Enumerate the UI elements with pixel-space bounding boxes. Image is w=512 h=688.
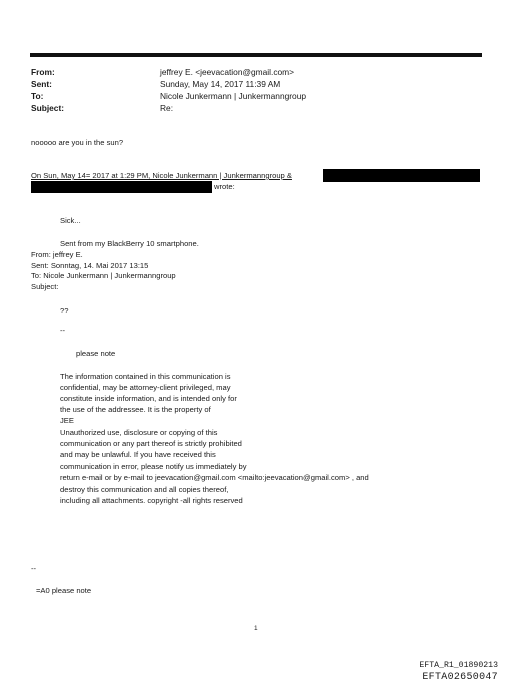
original-subject: Subject: — [31, 282, 59, 291]
footer-id-primary: EFTA_R1_01890213 — [419, 661, 498, 670]
disclaimer-line: communication in error, please notify us immediately by — [60, 462, 247, 471]
sent-value: Sunday, May 14, 2017 11:39 AM — [160, 79, 281, 89]
redaction-box — [31, 181, 212, 193]
page-number: 1 — [254, 625, 258, 632]
quoted-signature: Sent from my BlackBerry 10 smartphone. — [60, 239, 199, 248]
sent-label: Sent: — [31, 79, 52, 89]
original-sent: Sent: Sonntag, 14. Mai 2017 13:15 — [31, 261, 149, 270]
disclaimer-line: communication or any part thereof is strictly prohibited — [60, 439, 242, 448]
subject-value: Re: — [160, 103, 174, 113]
disclaimer-line: destroy this communication and all copies thereof, — [60, 485, 229, 494]
from-label: From: — [31, 67, 55, 77]
redaction-box — [323, 169, 480, 182]
quoted-body: Sick... — [60, 216, 81, 225]
disclaimer-line: JEE — [60, 416, 74, 425]
disclaimer-line: including all attachments. copyright -all rights reserved — [60, 496, 243, 505]
quoted-wrote: wrote: — [214, 182, 235, 191]
from-value: jeffrey E. <jeevacation@gmail.com> — [160, 67, 295, 77]
disclaimer-line: return e-mail or by e-mail to jeevacation@gmail.com <mailto:jeevacation@gmail.com> , and — [60, 473, 369, 482]
disclaimer-line: Unauthorized use, disclosure or copying of this — [60, 428, 218, 437]
original-please-note: please note — [76, 349, 116, 358]
header-rule — [30, 53, 482, 57]
trailer-dashes: -- — [31, 564, 37, 573]
disclaimer-line: and may be unlawful. If you have received this — [60, 450, 216, 459]
disclaimer-line: the use of the addressee. It is the property of — [60, 405, 211, 414]
disclaimer-line: The information contained in this communication is — [60, 372, 231, 381]
original-dashes: -- — [60, 326, 66, 335]
disclaimer-line: confidential, may be attorney-client privileged, may — [60, 383, 231, 392]
footer-id-secondary: EFTA02650047 — [422, 672, 498, 683]
to-label: To: — [31, 91, 44, 101]
trailer-line: =A0 please note — [36, 586, 92, 595]
original-from: From: jeffrey E. — [31, 250, 83, 259]
subject-label: Subject: — [31, 103, 65, 113]
original-body: ?? — [60, 306, 69, 315]
disclaimer-line: constitute inside information, and is intended only for — [60, 394, 237, 403]
to-value: Nicole Junkermann | Junkermanngroup — [160, 91, 307, 101]
reply-body: nooooo are you in the sun? — [31, 138, 124, 147]
quoted-intro: On Sun, May 14= 2017 at 1:29 PM, Nicole Junkermann | Junkermanngroup & — [31, 171, 292, 180]
original-to: To: Nicole Junkermann | Junkermanngroup — [31, 271, 176, 280]
